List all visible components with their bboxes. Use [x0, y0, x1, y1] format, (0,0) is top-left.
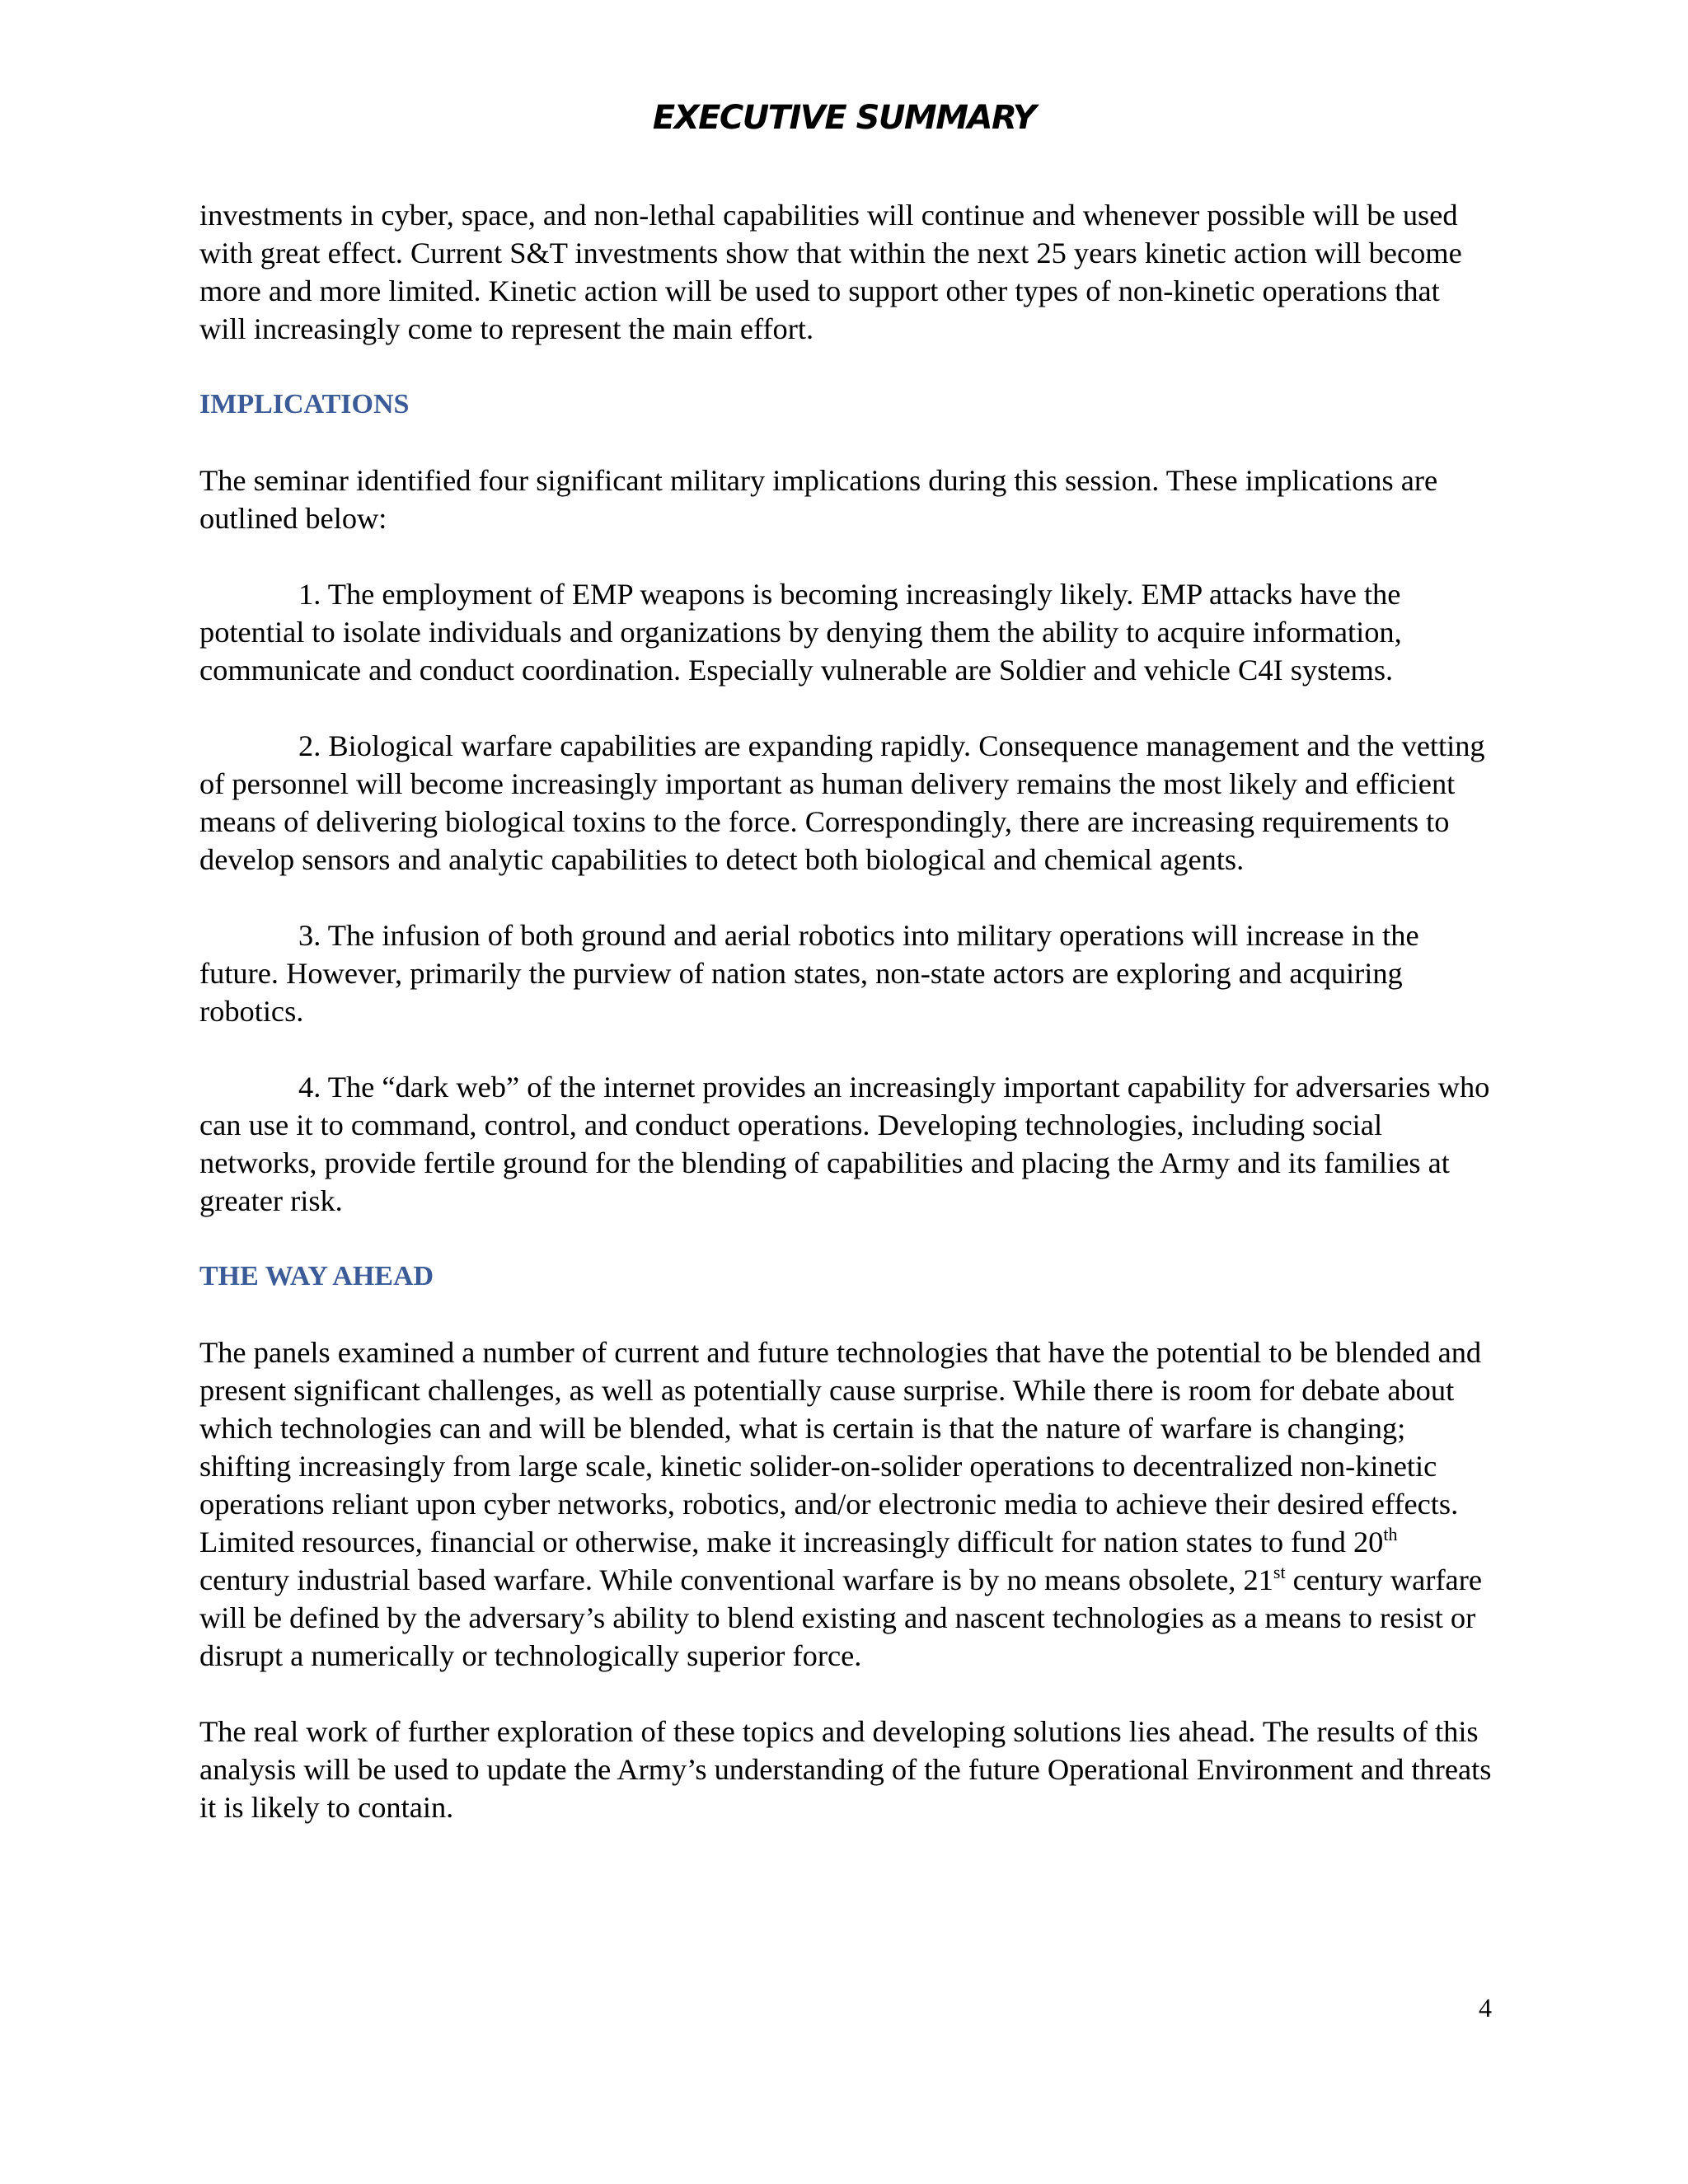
- implication-item-3: 3. The infusion of both ground and aerial robotics into military operations will increase in the future. However, primarily the purview of nation states, non-state actors are exploring and acquiring robotics.: [199, 919, 1419, 1028]
- implication-item-4: 4. The “dark web” of the internet provides an increasingly important capability for adversaries who can use it to command, control, and conduct operations. Developing technologies, including social networks, provide fertile ground for the blending of capabilities and placing the Army and its families at greater risk.: [199, 1071, 1490, 1217]
- way-ahead-heading: THE WAY AHEAD: [199, 1261, 434, 1291]
- implication-item-2: 2. Biological warfare capabilities are expanding rapidly. Consequence management and the vetting of personnel will become increasingly important as human delivery remains the most likely and efficient means of delivering biological toxins to the force. Correspondingly, there are increasing requirements to develop sensors and analytic capabilities to detect both biological and chemical agents.: [199, 729, 1485, 876]
- page-title: EXECUTIVE SUMMARY: [652, 99, 1036, 137]
- way-ahead-paragraph-2: The real work of further exploration of these topics and developing solutions lies ahead. The results of this analysis will be used to update the Army’s understanding of the future Operational Environment and threats it is likely to contain.: [199, 1715, 1492, 1824]
- implications-lead-paragraph: The seminar identified four significant military implications during this session. These implications are outlined below:: [199, 464, 1438, 535]
- way-ahead-text-part-1: The panels examined a number of current and future technologies that have the potential to be blended and present significant challenges, as well as potentially cause surprise. While there is room for debate about which technologies can and will be blended, what is certain is that the nature of warfare is changing; shifting increasingly from large scale, kinetic solider-on-solider operations to decentralized non-kinetic operations reliant upon cyber networks, robotics, and/or electronic media to achieve their desired effects. Limited resources, financial or otherwise, make it increasingly difficult for nation states to fund 20: [199, 1336, 1482, 1558]
- intro-paragraph: investments in cyber, space, and non-lethal capabilities will continue and whenever possible will be used with great effect. Current S&T investments show that within the next 25 years kinetic action will become more and more limited. Kinetic action will be used to support other types of non-kinetic operations that will increasingly come to represent the main effort.: [199, 199, 1462, 345]
- way-ahead-paragraph-1: [199, 1333, 1493, 1675]
- ordinal-suffix-st: st: [1273, 1562, 1286, 1582]
- ordinal-suffix-th: th: [1383, 1524, 1398, 1544]
- body-content: [199, 196, 1493, 1864]
- implications-heading: IMPLICATIONS: [199, 389, 410, 419]
- page-number: 4: [1479, 1993, 1492, 2022]
- way-ahead-text-part-2: century industrial based warfare. While conventional warfare is by no means obsolete, 21: [199, 1563, 1273, 1596]
- way-ahead-text-part-3: century warfare will be defined by the adversary’s ability to blend existing and nascent technologies as a means to resist or disrupt a numerically or technologically superior force.: [199, 1563, 1482, 1672]
- implication-item-1: 1. The employment of EMP weapons is becoming increasingly likely. EMP attacks have the potential to isolate individuals and organizations by denying them the ability to acquire information, communicate and conduct coordination. Especially vulnerable are Soldier and vehicle C4I systems.: [199, 578, 1402, 687]
